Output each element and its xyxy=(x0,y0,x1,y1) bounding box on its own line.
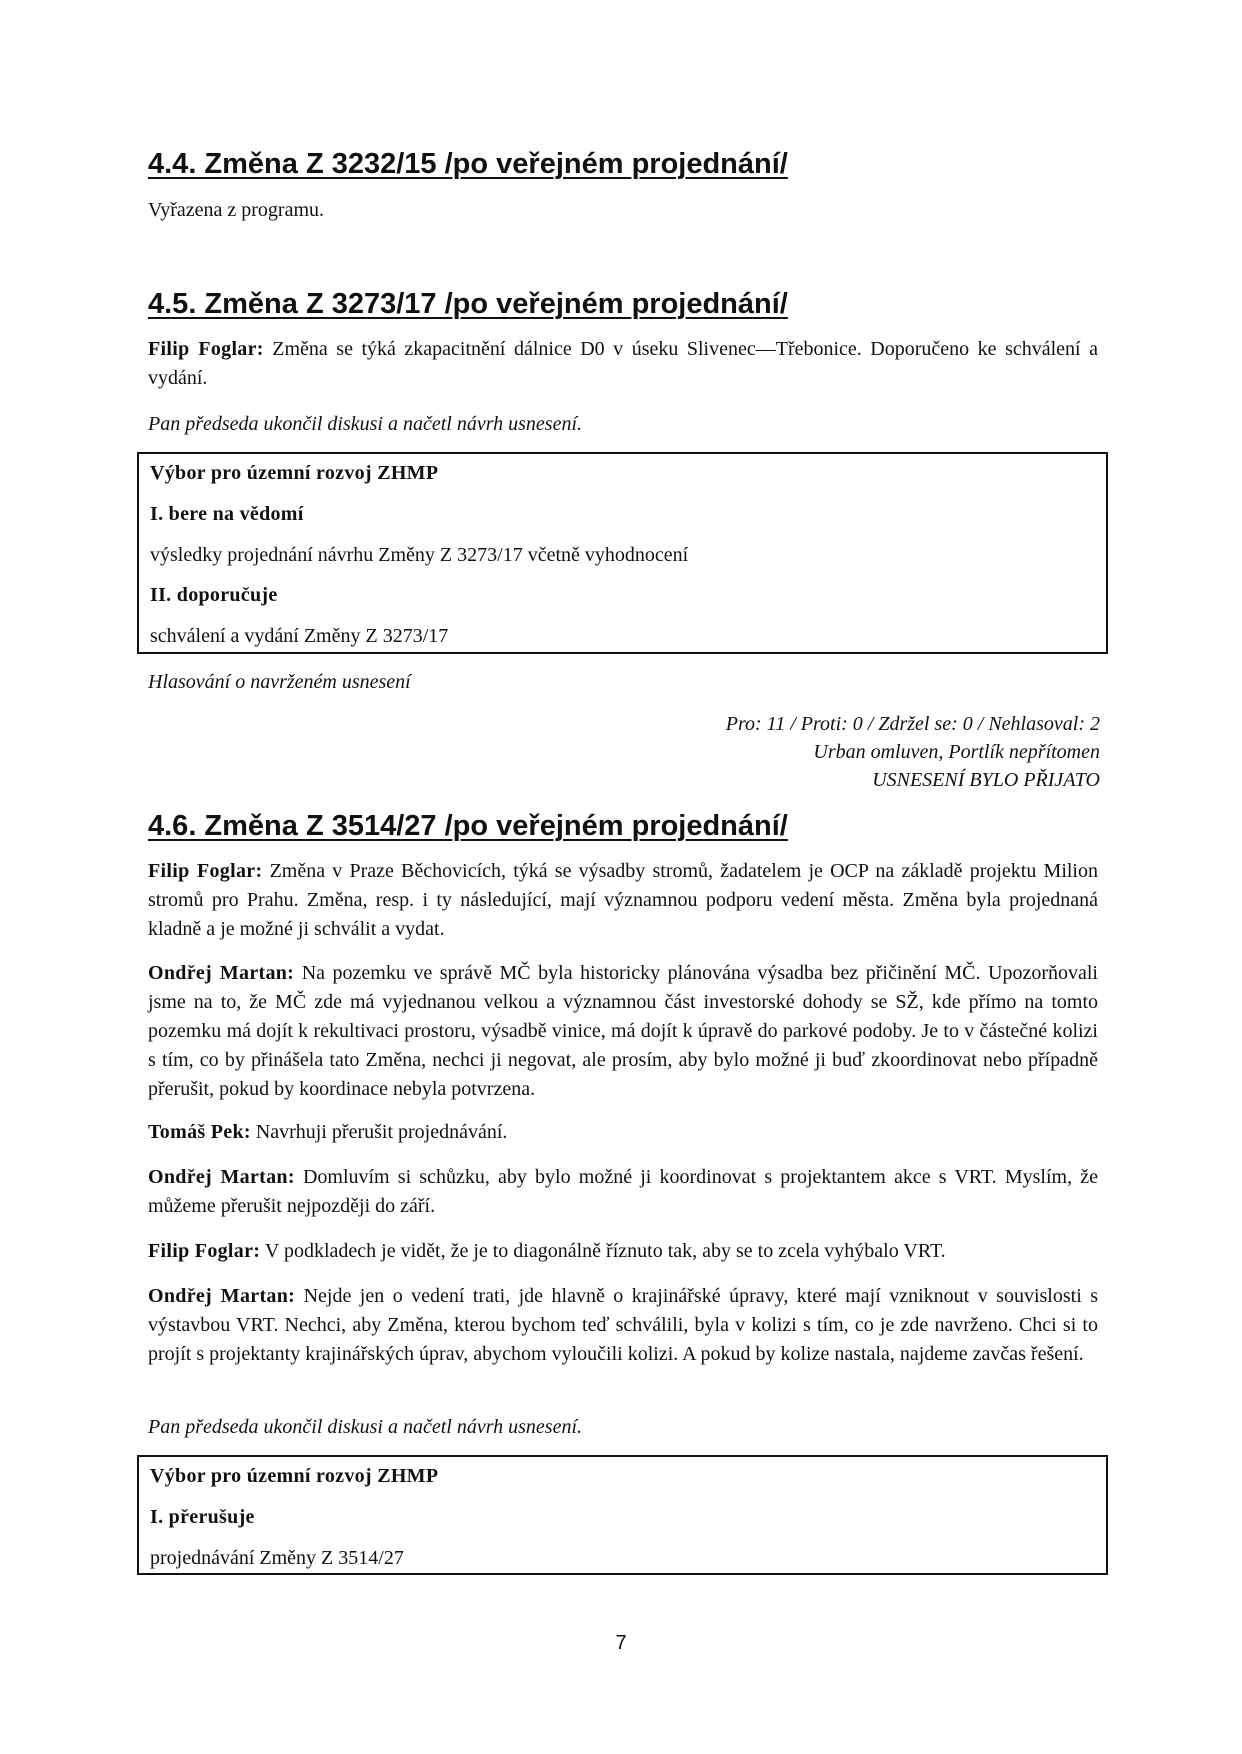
resolution-item-1: I. bere na vědomí xyxy=(150,503,304,525)
page-number: 7 xyxy=(615,1632,627,1654)
vote-outcome: USNESENÍ BYLO PŘIJATO xyxy=(872,769,1100,791)
paragraph-text: Změna se týká zkapacitnění dálnice D0 v úseku Slivenec—Třebonice. Doporučeno ke schválení a vydání. xyxy=(148,338,1098,389)
speaker-name: Tomáš Pek: xyxy=(148,1121,251,1143)
section-heading-4-6: 4.6. Změna Z 3514/27 /po veřejném projednání/ xyxy=(148,810,788,842)
section-text-4-4: Vyřazena z programu. xyxy=(148,199,325,221)
paragraph-foglar-4-6-1 xyxy=(148,857,1098,944)
resolution-item-2-text: schválení a vydání Změny Z 3273/17 xyxy=(150,625,449,647)
speaker-name: Ondřej Martan: xyxy=(148,1285,296,1307)
paragraph-martan-4-6-1 xyxy=(148,959,1098,1104)
paragraph-foglar-4-5 xyxy=(148,335,1098,393)
vote-label-4-5: Hlasování o navrženém usnesení xyxy=(148,671,411,693)
vote-note: Urban omluven, Portlík nepřítomen xyxy=(813,741,1100,763)
paragraph-text: Na pozemku ve správě MČ byla historicky plánována výsadba bez přičinění MČ. Upozorňovali jsme na to, že MČ zde má vyjednanou velkou a významnou část investorské dohody se SŽ, kde přímo na tomto pozemku má dojít k rekultivaci prostoru, výsadbě vinice, má dojít k úpravě do parkové podoby. Je to v částečné kolizi s tím, co by přinášela tato Změna, nechci ji negovat, ale prosím, aby bylo možné ji buď zkoordinovat nebo případně přerušit, pokud by koordinace nebyla potvrzena. xyxy=(148,962,1098,1100)
resolution-box-4-5 xyxy=(137,452,1108,654)
paragraph-text: Domluvím si schůzku, aby bylo možné ji koordinovat s projektantem akce s VRT. Myslím, že můžeme přerušit nejpozději do září. xyxy=(148,1166,1098,1217)
paragraph-foglar-4-6-2 xyxy=(148,1237,1098,1266)
resolution-title: Výbor pro územní rozvoj ZHMP xyxy=(150,462,439,484)
paragraph-text: Navrhuji přerušit projednávání. xyxy=(250,1121,508,1143)
speaker-name: Ondřej Martan: xyxy=(148,1166,295,1188)
speaker-name: Filip Foglar: xyxy=(148,860,263,882)
resolution-box-4-6 xyxy=(137,1455,1108,1575)
paragraph-pek-4-6 xyxy=(148,1118,1098,1147)
speaker-name: Filip Foglar: xyxy=(148,338,264,360)
section-heading-4-4: 4.4. Změna Z 3232/15 /po veřejném projednání/ xyxy=(148,148,788,180)
resolution-item-1-text: projednávání Změny Z 3514/27 xyxy=(150,1547,404,1569)
resolution-item-1-text: výsledky projednání návrhu Změny Z 3273/17 včetně vyhodnocení xyxy=(150,544,689,566)
resolution-item-1: I. přerušuje xyxy=(150,1506,255,1528)
paragraph-text: Změna v Praze Běchovicích, týká se výsadby stromů, žadatelem je OCP na základě projektu Milion stromů pro Prahu. Změna, resp. i ty následující, mají významnou podporu vedení města. Změna byla projednaná kladně a je možné ji schválit a vydat. xyxy=(148,860,1098,940)
paragraph-text: V podkladech je vidět, že je to diagonálně říznuto tak, aby se to zcela vyhýbalo VRT. xyxy=(260,1240,946,1262)
resolution-title: Výbor pro územní rozvoj ZHMP xyxy=(150,1465,439,1487)
speaker-name: Filip Foglar: xyxy=(148,1240,261,1262)
chair-note-4-5: Pan předseda ukončil diskusi a načetl návrh usnesení. xyxy=(148,413,583,435)
section-heading-4-5: 4.5. Změna Z 3273/17 /po veřejném projednání/ xyxy=(148,288,788,320)
speaker-name: Ondřej Martan: xyxy=(148,962,295,984)
paragraph-text: Nejde jen o vedení trati, jde hlavně o krajinářské úpravy, které mají vzniknout v souvislosti s výstavbou VRT. Nechci, aby Změna, kterou bychom teď schválili, byla v kolizi s tím, co je zde navrženo. Chci si to projít s projektanty krajinářských úprav, abychom vyloučili kolizi. A pokud by kolize nastala, najdeme zavčas řešení. xyxy=(148,1285,1098,1365)
chair-note-4-6: Pan předseda ukončil diskusi a načetl návrh usnesení. xyxy=(148,1416,583,1438)
paragraph-martan-4-6-3 xyxy=(148,1282,1098,1369)
resolution-item-2: II. doporučuje xyxy=(150,584,278,606)
paragraph-martan-4-6-2 xyxy=(148,1163,1098,1221)
vote-result: Pro: 11 / Proti: 0 / Zdržel se: 0 / Nehlasoval: 2 xyxy=(725,713,1100,735)
